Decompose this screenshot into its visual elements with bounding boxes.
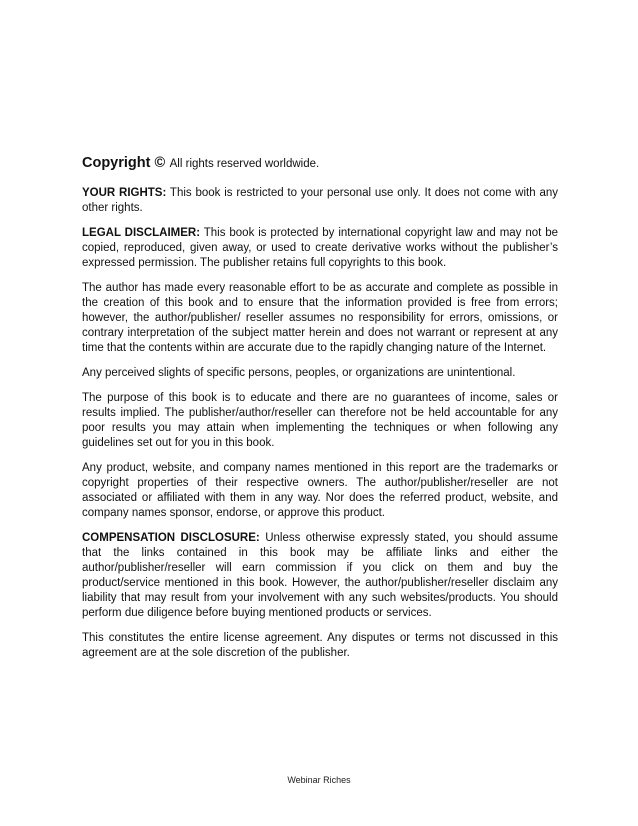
compensation-label: COMPENSATION DISCLOSURE:: [82, 532, 260, 544]
trademarks-paragraph: Any product, website, and company names mentioned in this report are the trademarks or copyright properties of their respective owners. The author/publisher/reseller are not associated or affiliated with them in any way. Nor does the referred product, website, and company names sponsor, endorse, or approve this product.: [82, 462, 558, 519]
copyright-rest: All rights reserved worldwide.: [169, 158, 320, 170]
your-rights-label: YOUR RIGHTS:: [82, 187, 167, 199]
legal-disclaimer-label: LEGAL DISCLAIMER:: [82, 227, 201, 239]
page-body: [82, 155, 558, 671]
author-effort-paragraph: The author has made every reasonable effort to be as accurate and complete as possible in the creation of this book and to ensure that the information provided is free from errors; however, the author/publisher/ reseller assumes no responsibility for errors, omissions, or contrary interpretation of the subject matter herein and does not warrant or represent at any time that the contents within are accurate due to the rapidly changing nature of the Internet.: [82, 282, 558, 354]
legal-disclaimer-paragraph: [82, 226, 558, 271]
your-rights-paragraph: [82, 186, 558, 216]
slights-paragraph: Any perceived slights of specific persons, peoples, or organizations are unintentional.: [82, 367, 516, 379]
your-rights-text: This book is restricted to your personal use only. It does not come with any other rights.: [82, 187, 558, 214]
purpose-paragraph: The purpose of this book is to educate and there are no guarantees of income, sales or results implied. The publisher/author/reseller can therefore not be held accountable for any poor results you may attain when implementing the techniques or when following any guidelines set out for you in this book.: [82, 392, 558, 449]
compensation-paragraph: [82, 531, 558, 621]
copyright-heading: [82, 155, 558, 172]
license-paragraph: This constitutes the entire license agreement. Any disputes or terms not discussed in this agreement are at the sole discretion of the publisher.: [82, 632, 558, 659]
page-footer: Webinar Riches: [287, 775, 351, 785]
copyright-title: Copyright ©: [82, 155, 166, 171]
legal-disclaimer-text: This book is protected by international copyright law and may not be copied, reproduced, given away, or used to create derivative works without the publisher’s expressed permission. The publisher retains full copyrights to this book.: [82, 227, 558, 269]
compensation-text: Unless otherwise expressly stated, you should assume that the links contained in this book may be affiliate links and either the author/publisher/reseller will earn commission if you click on them and buy the product/service mentioned in this book. However, the author/publisher/reseller disclaim any liability that may result from your involvement with any such websites/products. You should perform due diligence before buying mentioned products or services.: [82, 532, 558, 619]
